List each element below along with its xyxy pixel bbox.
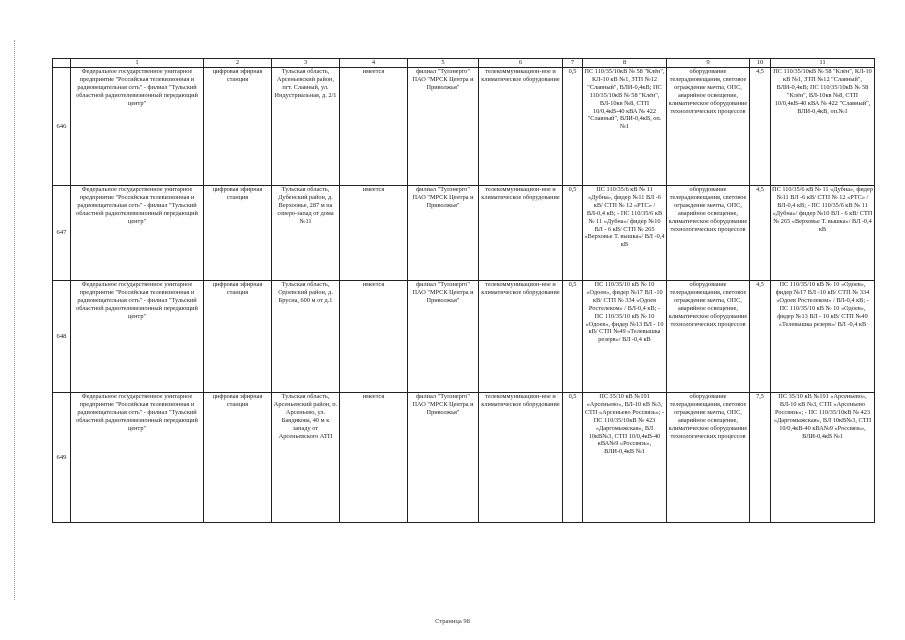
grid-company-cell: филиал "Тулэнерго" ПАО "МРСК Центра и Приволжья" [408, 393, 479, 523]
header-col-2: 2 [204, 59, 272, 68]
grid-company-cell: филиал "Тулэнерго" ПАО "МРСК Центра и Приволжья" [408, 186, 479, 281]
register-table [52, 58, 875, 523]
header-col-4: 4 [340, 59, 408, 68]
header-col-8: 8 [583, 59, 667, 68]
table-row [53, 186, 875, 281]
consumers-cell: оборудование телерадиовещания, световое ограждение мачты, ОПС, аварийное освещение, климатическое оборудование технологических процессов [667, 68, 750, 186]
consumers-cell: оборудование телерадиовещания, световое ограждение мачты, ОПС, аварийное освещение, климатическое оборудование технологических процессов [667, 186, 750, 281]
supply-source-cell: ПС 35/10 кВ №191 «Арсеньево», ВЛ-10 кВ №3, СТП «Арсеньево Россвязь»; - ПС 110/35/10кВ № 423 «Даргомыжская», ВЛ 10кВ№3, СТП 10/0,4кВ-40 кВА№9 «Россвязь», ВЛИ-0,4кВ №1 [583, 393, 667, 523]
reserve-source-cell: ПС 110/35/10кВ № 58 "Клён", КЛ-10 кВ №1, ЗТП №12 "Славный", ВЛИ-0,4кВ; ПС 110/35/10кВ № 58 "Клён", ВЛ-10кв №8, СТП 10/0,4кВ-40 кВА № 422 "Славный", ВЛИ-0,4кВ, оп.№1 [771, 68, 875, 186]
table-row [53, 281, 875, 393]
equipment-cell: телекоммуникацион-ное и климатическое оборудование [479, 186, 563, 281]
availability-cell: имеется [340, 68, 408, 186]
reserve-power-cell: 4,5 [750, 281, 771, 393]
reserve-power-cell: 4,5 [750, 186, 771, 281]
address-cell: Тульская область, Арсеньевский район, пгт. Славный, ул. Индустриальная, д. 2/1 [272, 68, 340, 186]
availability-cell: имеется [340, 186, 408, 281]
power-cell: 0,5 [563, 281, 583, 393]
operator-cell: Федеральное государственное унитарное предприятие "Российская телевизионная и радиовещательная сеть" - филиал "Тульский областной радиотелевизионный передающий центр" [71, 281, 204, 393]
station-type-cell: цифровая эфирная станция [204, 281, 272, 393]
equipment-cell: телекоммуникацион-ное и климатическое оборудование [479, 393, 563, 523]
header-blank [53, 59, 71, 68]
availability-cell: имеется [340, 393, 408, 523]
availability-cell: имеется [340, 281, 408, 393]
operator-cell: Федеральное государственное унитарное предприятие "Российская телевизионная и радиовещательная сеть" - филиал "Тульский областной радиотелевизионный передающий центр" [71, 393, 204, 523]
reserve-power-cell: 4,5 [750, 68, 771, 186]
header-col-7: 7 [563, 59, 583, 68]
grid-company-cell: филиал "Тулэнерго" ПАО "МРСК Центра и Приволжья" [408, 281, 479, 393]
equipment-cell: телекоммуникацион-ное и климатическое оборудование [479, 281, 563, 393]
page-number: Страница 98 [435, 618, 470, 625]
supply-source-cell: ПС 110/35/10кВ № 58 "Клён", КЛ-10 кВ №1, ЗТП №12 "Славный", ВЛИ-0,4кВ; ПС 110/35/10кВ № 58 "Клён", ВЛ-10кв №8, СТП 10/0,4кВ-40 кВА № 422 "Славный", ВЛИ-0,4кВ, оп.№1 [583, 68, 667, 186]
reserve-source-cell: ПС 35/10 кВ №191 «Арсеньево», ВЛ-10 кВ №3, СТП «Арсеньево Россвязь»; - ПС 110/35/10кВ № 423 «Даргомыжская», ВЛ 10кВ№3, СТП 10/0,4кВ-40 кВА№9 «Россвязь», ВЛИ-0,4кВ №1 [771, 393, 875, 523]
reserve-source-cell: ПС 110/35/6 кВ № 11 «Дубна», фидер №11 ВЛ -6 кВ/ СТП № 12 «РТС» / ВЛ-0,4 кВ; - ПС 110/35/6 кВ № 11 «Дубна»/ фидер №10 ВЛ - 6 кВ/ СТП № 265 «Верховье Т. вышка»/ ВЛ -0,4 кВ [771, 186, 875, 281]
header-col-5: 5 [408, 59, 479, 68]
header-col-3: 3 [272, 59, 340, 68]
reserve-source-cell: ПС 110/35/10 кВ № 10 «Одоев», фидер №17 ВЛ -10 кВ/ СТП № 334 «Одоев Ростелеком» / ВЛ-0,4 кВ; - ПС 110/35/10 кВ № 10 «Одоев», фидер №13 ВЛ - 10 кВ/ СТП №49 «Телевышка резерв»/ ВЛ -0,4 кВ [771, 281, 875, 393]
consumers-cell: оборудование телерадиовещания, световое ограждение мачты, ОПС, аварийное освещение, климатическое оборудование технологических процессов [667, 393, 750, 523]
row-number: 647 [53, 186, 71, 281]
table-row [53, 68, 875, 186]
operator-cell: Федеральное государственное унитарное предприятие "Российская телевизионная и радиовещательная сеть" - филиал "Тульский областной радиотелевизионный передающий центр" [71, 68, 204, 186]
power-cell: 0,5 [563, 68, 583, 186]
reserve-power-cell: 7,5 [750, 393, 771, 523]
station-type-cell: цифровая эфирная станция [204, 393, 272, 523]
consumers-cell: оборудование телерадиовещания, световое ограждение мачты, ОПС, аварийное освещение, климатическое оборудование технологических процессов [667, 281, 750, 393]
power-cell: 0,5 [563, 186, 583, 281]
header-col-10: 10 [750, 59, 771, 68]
equipment-cell: телекоммуникацион-ное и климатическое оборудование [479, 68, 563, 186]
header-col-1: 1 [71, 59, 204, 68]
address-cell: Тульская область, Дубенский район, д. Верхоовье, 287 м на северо-запад от дома №11 [272, 186, 340, 281]
table-row [53, 393, 875, 523]
address-cell: Тульская область, Арсеньевский район, п. Арсеньево, ул. Бандикова, 40 м к западу от Арсеньевского АТП [272, 393, 340, 523]
station-type-cell: цифровая эфирная станция [204, 186, 272, 281]
row-number: 648 [53, 281, 71, 393]
page-edge-dotted-line [14, 40, 15, 600]
header-col-6: 6 [479, 59, 563, 68]
supply-source-cell: ПС 110/35/6 кВ № 11 «Дубна», фидер №11 ВЛ -6 кВ/ СТП № 12 «РТС» / ВЛ-0,4 кВ; - ПС 110/35/6 кВ № 11 «Дубна»/ фидер №10 ВЛ - 6 кВ/ СТП № 265 «Верховье Т. вышка»/ ВЛ -0,4 кВ [583, 186, 667, 281]
supply-source-cell: ПС 110/35/10 кВ № 10 «Одоев», фидер №17 ВЛ -10 кВ/ СТП № 334 «Одоев Ростелеком» / ВЛ-0,4 кВ; - ПС 110/35/10 кВ № 10 «Одоев», фидер №13 ВЛ - 10 кВ/ СТП №49 «Телевышка резерв»/ ВЛ -0,4 кВ [583, 281, 667, 393]
row-number: 646 [53, 68, 71, 186]
header-col-11: 11 [771, 59, 875, 68]
column-number-header [53, 59, 875, 68]
station-type-cell: цифровая эфирная станция [204, 68, 272, 186]
row-number: 649 [53, 393, 71, 523]
operator-cell: Федеральное государственное унитарное предприятие "Российская телевизионная и радиовещательная сеть" - филиал "Тульский областной радиотелевизионный передающий центр" [71, 186, 204, 281]
address-cell: Тульская область, Одоевский район, д. Брусна, 600 м от д.1 [272, 281, 340, 393]
header-col-9: 9 [667, 59, 750, 68]
power-cell: 0,5 [563, 393, 583, 523]
grid-company-cell: филиал "Тулэнерго" ПАО "МРСК Центра и Приволжья" [408, 68, 479, 186]
